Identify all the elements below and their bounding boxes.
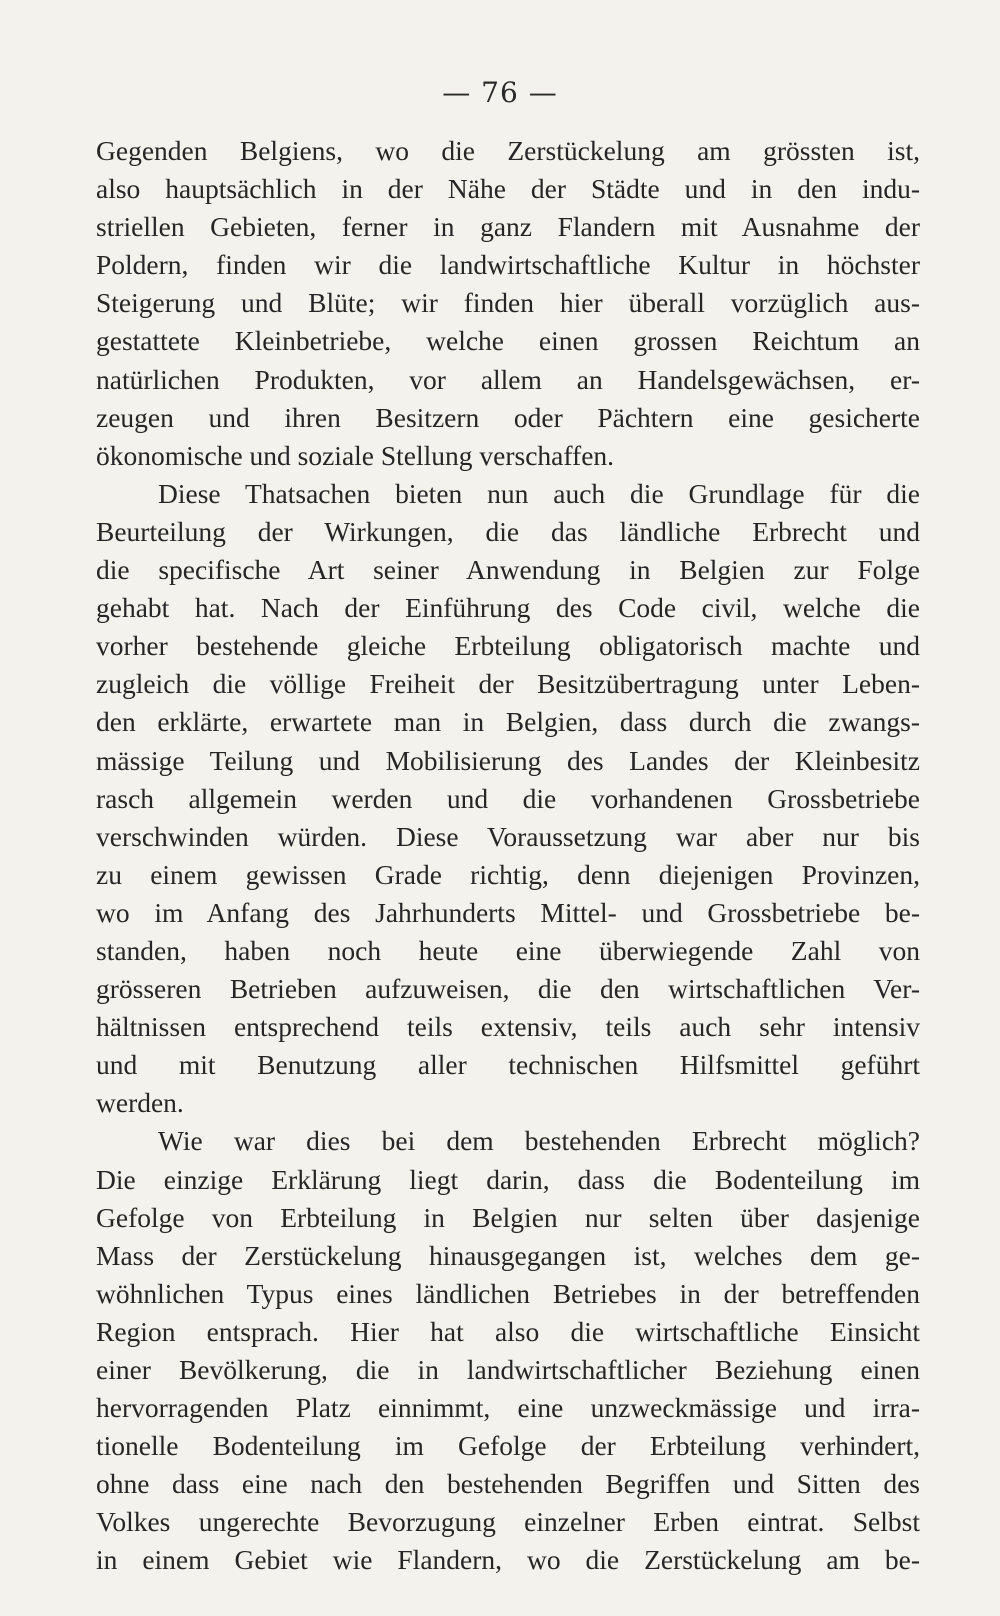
text-line: in einem Gebiet wie Flandern, wo die Zerstückelung am be- [96,1544,920,1576]
text-line: Wie war dies bei dem bestehenden Erbrecht möglich? [158,1125,920,1157]
text-line: Mass der Zerstückelung hinausgegangen ist, welches dem ge- [96,1239,920,1271]
text-line: natürlichen Produkten, vor allem an Handelsgewächsen, er- [96,363,920,395]
text-line: wo im Anfang des Jahrhunderts Mittel- und Grossbetriebe be- [96,896,920,928]
text-line: den erklärte, erwartete man in Belgien, dass durch die zwangs- [96,706,920,738]
text-line: wöhnlichen Typus eines ländlichen Betriebes in der betreffenden [96,1277,920,1309]
text-line: die specifische Art seiner Anwendung in Belgien zur Folge [96,554,920,586]
text-line: hervorragenden Platz einnimmt, eine unzweckmässige und irra- [96,1392,920,1424]
page-number: — 76 — [442,76,558,109]
body-text [96,132,920,1580]
text-line: zeugen und ihren Besitzern oder Pächtern eine gesicherte [96,401,920,433]
text-line: gehabt hat. Nach der Einführung des Code civil, welche die [96,592,920,624]
text-line: also hauptsächlich in der Nähe der Städte und in den indu- [96,173,920,205]
paragraph-1 [96,132,920,475]
text-line: zugleich die völlige Freiheit der Besitzübertragung unter Leben- [96,668,920,700]
text-line: Volkes ungerechte Bevorzugung einzelner Erben eintrat. Selbst [96,1506,920,1538]
text-line: verschwinden würden. Diese Voraussetzung war aber nur bis [96,820,920,852]
text-line: hältnissen entsprechend teils extensiv, teils auch sehr intensiv [96,1011,920,1043]
text-line: ökonomische und soziale Stellung verschaffen. [96,439,615,471]
text-line: ohne dass eine nach den bestehenden Begriffen und Sitten des [96,1468,920,1500]
text-line: einer Bevölkerung, die in landwirtschaftlicher Beziehung einen [96,1354,920,1385]
paragraph-2 [96,475,920,1123]
text-line: striellen Gebieten, ferner in ganz Flandern mit Ausnahme der [96,211,920,243]
text-line: mässige Teilung und Mobilisierung des Landes der Kleinbesitz [96,744,920,776]
text-line: Beurteilung der Wirkungen, die das ländliche Erbrecht und [96,515,920,547]
text-line: Poldern, finden wir die landwirtschaftliche Kultur in höchster [96,249,920,281]
text-line: gestattete Kleinbetriebe, welche einen grossen Reichtum an [96,325,920,357]
text-line: Gefolge von Erbteilung in Belgien nur selten über dasjenige [96,1201,920,1233]
text-line: und mit Benutzung aller technischen Hilfsmittel geführt [96,1049,920,1081]
paragraph-3 [96,1122,920,1579]
text-line: Die einzige Erklärung liegt darin, dass die Bodenteilung im [96,1163,920,1195]
text-line: rasch allgemein werden und die vorhandenen Grossbetriebe [96,782,920,814]
text-line: zu einem gewissen Grade richtig, denn diejenigen Provinzen, [96,858,920,890]
text-line: Steigerung und Blüte; wir finden hier überall vorzüglich aus- [96,287,920,319]
text-line: standen, haben noch heute eine überwiegende Zahl von [96,934,920,966]
text-line: grösseren Betrieben aufzuweisen, die den wirtschaftlichen Ver- [96,973,920,1005]
text-line: Diese Thatsachen bieten nun auch die Grundlage für die [158,477,920,509]
text-line: werden. [96,1087,184,1119]
text-line: tionelle Bodenteilung im Gefolge der Erbteilung verhindert, [96,1430,920,1462]
text-line: Gegenden Belgiens, wo die Zerstückelung am grössten ist, [96,135,920,166]
text-line: Region entsprach. Hier hat also die wirtschaftliche Einsicht [96,1315,920,1347]
text-line: vorher bestehende gleiche Erbteilung obligatorisch machte und [96,630,920,662]
